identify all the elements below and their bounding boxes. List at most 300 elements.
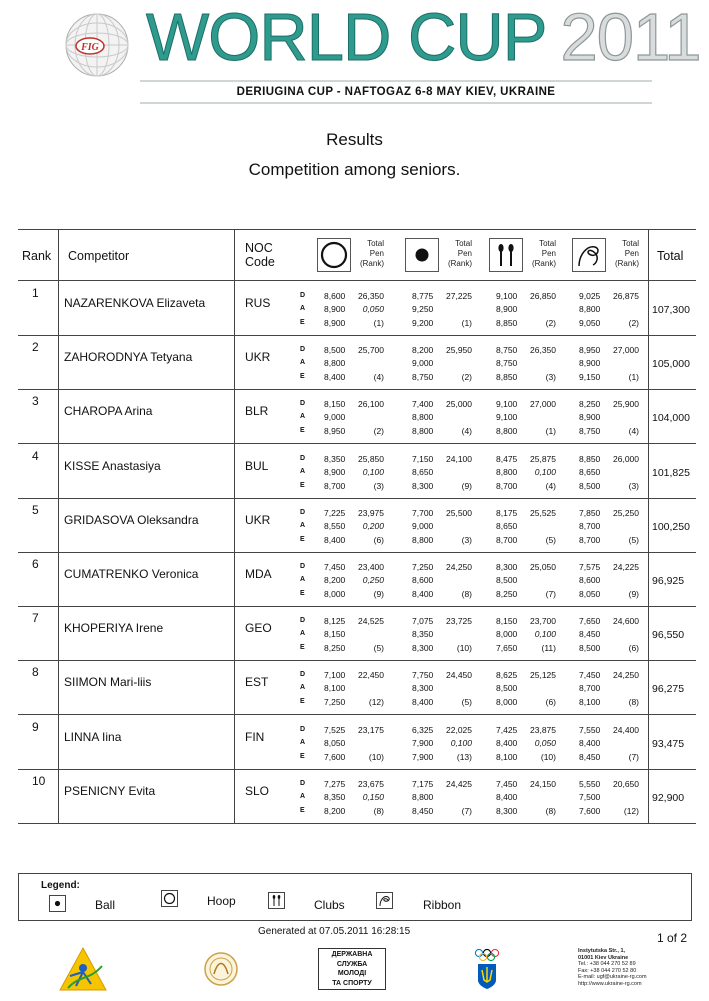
e-score: 9,200 [412, 318, 434, 328]
apparatus-score: 25,250 [613, 507, 639, 518]
header-divider [648, 229, 649, 280]
apparatus-rank: (8) [373, 805, 384, 816]
label-e: E [300, 319, 305, 326]
apparatus-rank: (3) [545, 372, 556, 383]
noc-code: RUS [245, 296, 271, 310]
apparatus-score: 25,875 [530, 453, 556, 464]
column-divider [58, 606, 59, 660]
row-divider [18, 389, 696, 390]
table-row [18, 663, 696, 717]
apparatus-rank: (6) [628, 643, 639, 654]
a-score: 8,900 [496, 304, 518, 314]
apparatus-score: 24,600 [613, 616, 639, 627]
apparatus-score: 25,950 [446, 345, 472, 356]
a-score: 8,050 [324, 737, 346, 748]
address-line: Tel.: +38 044 270 52 89 [578, 961, 636, 967]
clubs-icon [268, 892, 285, 909]
apparatus-total-label: (Rank) [614, 259, 639, 268]
col-rank-header: Rank [22, 249, 52, 263]
table-row [18, 555, 696, 609]
a-score: 8,800 [324, 358, 346, 369]
penalty-value: 0,150 [362, 791, 384, 802]
apparatus-score: 23,975 [358, 507, 384, 518]
apparatus-rank: (6) [545, 697, 556, 708]
column-divider [58, 444, 59, 498]
e-score: 8,400 [412, 589, 434, 599]
results-table [18, 229, 696, 820]
label-e: E [300, 481, 305, 489]
d-score: 7,450 [579, 670, 601, 681]
apparatus-total-header [445, 239, 472, 269]
e-score: 8,000 [324, 589, 346, 599]
label-e: E [300, 427, 305, 435]
apparatus-score: 23,675 [358, 778, 384, 789]
d-score: 7,175 [412, 778, 434, 789]
apparatus-total-label: (Rank) [359, 259, 384, 268]
label-d: D [300, 779, 306, 787]
apparatus-score: 24,150 [530, 778, 556, 789]
e-score: 8,850 [496, 372, 518, 383]
apparatus-total-label: (Rank) [531, 259, 556, 268]
apparatus-score: 22,025 [446, 724, 472, 735]
results-title: Results [326, 130, 383, 149]
penalty-value: 0,050 [362, 304, 384, 314]
rank-value: 6 [32, 557, 39, 571]
apparatus-score: 26,000 [613, 453, 639, 464]
e-score: 8,400 [324, 534, 346, 545]
column-divider [58, 552, 59, 606]
e-score: 8,850 [496, 318, 518, 328]
e-score: 7,250 [324, 697, 346, 708]
total-score: 100,250 [652, 520, 690, 533]
legend-box [18, 873, 692, 921]
contact-address [578, 948, 647, 987]
apparatus-rank: (1) [545, 426, 556, 437]
col-code-header: Code [245, 255, 275, 269]
noc-code: BUL [245, 458, 269, 473]
e-score: 7,600 [579, 805, 601, 816]
apparatus-total-label: Pen [457, 249, 472, 258]
world-cup-title [146, 0, 701, 75]
sponsor-line-2: СЛУЖБА [336, 960, 368, 968]
penalty-value: 0,050 [534, 737, 556, 748]
a-score: 8,800 [412, 412, 434, 423]
apparatus-score: 26,100 [358, 399, 384, 410]
column-divider [234, 552, 235, 606]
apparatus-rank: (3) [373, 480, 384, 491]
label-e: E [300, 752, 305, 760]
ball-icon [405, 238, 439, 272]
header-divider [58, 229, 59, 280]
a-score: 8,150 [324, 629, 346, 640]
label-d: D [300, 671, 306, 679]
rank-value: 7 [32, 611, 39, 626]
apparatus-score: 24,250 [446, 562, 472, 572]
d-score: 7,650 [579, 616, 601, 627]
e-score: 8,500 [579, 480, 601, 491]
d-score: 8,175 [496, 507, 518, 518]
a-score: 8,500 [496, 575, 518, 585]
e-score: 9,050 [579, 318, 601, 328]
row-divider [18, 823, 696, 824]
a-score: 9,000 [324, 412, 346, 423]
apparatus-score: 25,000 [446, 399, 472, 410]
noc-code: BLR [245, 404, 269, 419]
apparatus-rank: (1) [461, 318, 472, 328]
label-a: A [300, 521, 306, 529]
noc-code: GEO [245, 621, 272, 636]
total-score: 105,000 [652, 358, 690, 371]
label-d: D [300, 617, 306, 625]
address-line: Instytutska Str., 1, [578, 948, 626, 954]
apparatus-score: 23,700 [530, 616, 556, 627]
penalty-value: 0,100 [534, 629, 556, 640]
d-score: 7,750 [412, 670, 434, 681]
d-score: 9,100 [496, 291, 518, 301]
ribbon-icon [572, 238, 606, 272]
d-score: 8,500 [324, 345, 346, 356]
page-header [0, 0, 709, 110]
total-score: 92,900 [652, 791, 685, 804]
a-score: 8,700 [579, 520, 601, 531]
title-main: WORLD CUP [146, 0, 547, 75]
table-row [18, 772, 696, 826]
d-score: 8,125 [324, 616, 346, 627]
apparatus-score: 26,350 [530, 345, 556, 356]
competitor-name: CHAROPA Arina [64, 404, 153, 419]
col-competitor-header: Competitor [68, 249, 130, 263]
a-score: 8,650 [579, 466, 601, 477]
label-e: E [300, 698, 305, 706]
results-subtitle: Competition among seniors. [248, 160, 461, 179]
column-divider [234, 389, 235, 443]
legend-ball-label: Ball [95, 898, 116, 912]
apparatus-score: 25,500 [446, 507, 472, 518]
column-divider [648, 660, 649, 714]
e-score: 8,400 [324, 372, 346, 383]
apparatus-score: 24,450 [446, 670, 472, 681]
a-score: 8,800 [412, 791, 434, 802]
d-score: 5,550 [579, 778, 601, 789]
column-divider [648, 444, 649, 498]
d-score: 6,325 [412, 724, 434, 735]
d-score: 7,425 [496, 724, 518, 735]
a-score: 8,600 [579, 575, 601, 585]
column-divider [648, 769, 649, 823]
label-d: D [300, 563, 306, 570]
a-score: 8,700 [579, 683, 601, 694]
apparatus-rank: (9) [628, 589, 639, 599]
apparatus-score: 27,225 [446, 291, 472, 301]
apparatus-rank: (8) [461, 589, 472, 599]
apparatus-rank: (6) [373, 534, 384, 545]
column-divider [648, 389, 649, 443]
total-score: 101,825 [652, 466, 690, 479]
d-score: 7,100 [324, 670, 346, 681]
apparatus-score: 20,650 [613, 778, 639, 789]
d-score: 7,700 [412, 507, 434, 518]
apparatus-rank: (7) [461, 805, 472, 816]
apparatus-total-label: Pen [369, 249, 384, 258]
a-score: 9,100 [496, 412, 518, 423]
a-score: 8,300 [412, 683, 434, 694]
a-score: 8,600 [412, 575, 434, 585]
d-score: 7,225 [324, 507, 346, 518]
apparatus-rank: (4) [461, 426, 472, 437]
e-score: 8,300 [412, 643, 434, 654]
apparatus-total-label: Total [367, 239, 384, 248]
apparatus-score: 25,525 [530, 507, 556, 518]
e-score: 8,250 [324, 643, 346, 654]
apparatus-rank: (8) [628, 697, 639, 708]
label-a: A [300, 630, 306, 638]
apparatus-total-header [357, 239, 384, 269]
generated-timestamp: Generated at 07.05.2011 16:28:15 [258, 926, 411, 937]
table-row [18, 284, 696, 338]
apparatus-score: 24,400 [613, 724, 639, 735]
label-e: E [300, 373, 305, 381]
apparatus-rank: (11) [541, 643, 556, 654]
label-a: A [300, 792, 306, 800]
row-divider [18, 443, 696, 444]
column-divider [58, 498, 59, 552]
address-line: Fax: +38 044 270 52 80 [578, 967, 637, 974]
rank-value: 3 [32, 394, 39, 409]
e-score: 8,950 [324, 426, 346, 437]
a-score: 8,550 [324, 520, 346, 531]
e-score: 8,700 [496, 534, 518, 545]
apparatus-rank: (10) [368, 751, 384, 762]
a-score: 8,450 [579, 629, 601, 640]
apparatus-score: 24,100 [446, 453, 472, 464]
a-score: 8,900 [579, 358, 601, 369]
d-score: 8,625 [496, 670, 518, 681]
label-d: D [300, 725, 306, 733]
apparatus-total-label: Total [455, 239, 472, 248]
d-score: 7,400 [412, 399, 434, 410]
a-score: 8,400 [579, 737, 601, 748]
e-score: 8,250 [496, 589, 518, 599]
a-score: 8,800 [496, 466, 518, 477]
column-divider [648, 498, 649, 552]
label-e: E [300, 590, 305, 597]
apparatus-total-label: Pen [624, 249, 639, 258]
column-divider [58, 335, 59, 389]
d-score: 8,250 [579, 399, 601, 410]
table-row [18, 447, 696, 501]
apparatus-score: 24,250 [613, 670, 639, 681]
penalty-value: 0,250 [362, 575, 384, 585]
emblem-logo [202, 948, 240, 990]
rank-value: 5 [32, 502, 39, 517]
apparatus-rank: (2) [545, 318, 556, 328]
e-score: 8,800 [412, 426, 434, 437]
column-divider [234, 660, 235, 714]
row-divider [18, 769, 696, 770]
e-score: 9,150 [579, 372, 601, 383]
d-score: 7,550 [579, 724, 601, 735]
apparatus-rank: (4) [628, 426, 639, 437]
apparatus-total-label: (Rank) [447, 259, 472, 268]
column-divider [648, 552, 649, 606]
d-score: 8,775 [412, 291, 434, 301]
e-score: 8,050 [579, 589, 601, 599]
total-score: 93,475 [652, 737, 685, 750]
table-row [18, 609, 696, 663]
d-score: 7,450 [496, 778, 518, 789]
table-border-top [18, 229, 696, 230]
e-score: 8,450 [579, 751, 601, 762]
header-divider [234, 229, 235, 280]
row-divider [18, 498, 696, 499]
e-score: 8,000 [496, 697, 518, 708]
legend-clubs-label: Clubs [314, 898, 345, 912]
clubs-icon [489, 238, 523, 272]
column-divider [234, 606, 235, 660]
fig-label: FIG [81, 42, 99, 53]
a-score: 8,500 [496, 683, 518, 694]
d-score: 8,350 [324, 453, 346, 464]
row-divider [18, 552, 696, 553]
a-score: 8,900 [579, 412, 601, 423]
competitor-name: GRIDASOVA Oleksandra [64, 512, 199, 527]
e-score: 8,800 [412, 534, 434, 545]
apparatus-score: 27,000 [530, 399, 556, 410]
apparatus-rank: (7) [545, 589, 556, 599]
apparatus-score: 24,525 [358, 616, 384, 627]
apparatus-rank: (10) [456, 643, 472, 654]
label-a: A [300, 467, 306, 475]
legend-title: Legend: [41, 880, 80, 891]
column-divider [58, 715, 59, 769]
competitor-name: SIIMON Mari-liis [64, 675, 152, 690]
ball-icon [49, 895, 66, 912]
total-score: 96,275 [652, 683, 685, 696]
e-score: 8,900 [324, 318, 346, 328]
apparatus-rank: (10) [540, 751, 556, 762]
apparatus-rank: (5) [628, 534, 639, 545]
total-score: 107,300 [652, 304, 690, 316]
a-score: 8,750 [496, 358, 518, 369]
a-score: 9,000 [412, 358, 434, 369]
column-divider [234, 769, 235, 823]
apparatus-score: 26,350 [358, 291, 384, 301]
e-score: 8,400 [412, 697, 434, 708]
apparatus-rank: (5) [461, 697, 472, 708]
penalty-value: 0,100 [450, 737, 472, 748]
apparatus-total-label: Pen [541, 249, 556, 258]
row-divider [18, 714, 696, 715]
total-score: 96,550 [652, 629, 685, 642]
column-divider [234, 715, 235, 769]
d-score: 7,525 [324, 724, 346, 735]
label-a: A [300, 359, 306, 367]
apparatus-score: 24,425 [446, 778, 472, 789]
column-divider [648, 335, 649, 389]
d-score: 7,575 [579, 562, 601, 572]
row-divider [18, 606, 696, 607]
fig-globe-logo [64, 12, 130, 78]
label-d: D [300, 454, 306, 462]
competitor-name: LINNA Iina [64, 729, 122, 744]
column-divider [234, 498, 235, 552]
total-score: 96,925 [652, 575, 685, 587]
hoop-icon [161, 890, 178, 907]
title-year: 2011 [560, 0, 701, 75]
apparatus-score: 23,400 [358, 562, 384, 572]
noc-code: UKR [245, 512, 271, 527]
apparatus-rank: (5) [545, 534, 556, 545]
col-noc-header: NOC [245, 241, 273, 255]
penalty-value: 0,100 [534, 466, 556, 477]
a-score: 8,650 [412, 466, 434, 477]
a-score: 8,200 [324, 575, 346, 585]
competitor-name: KHOPERIYA Irene [64, 621, 164, 636]
competitor-name: PSENICNY Evita [64, 783, 156, 798]
label-a: A [300, 413, 306, 421]
apparatus-score: 23,725 [446, 616, 472, 627]
apparatus-rank: (3) [461, 534, 472, 545]
competitor-name: NAZARENKOVA Elizaveta [64, 296, 206, 310]
rank-value: 1 [32, 286, 39, 300]
a-score: 8,650 [496, 520, 518, 531]
event-subtitle: DERIUGINA CUP - NAFTOGAZ 6-8 MAY KIEV, UKRAINE [236, 86, 556, 98]
table-row [18, 392, 696, 446]
ribbon-icon [376, 892, 393, 909]
penalty-value: 0,100 [362, 466, 384, 477]
d-score: 8,600 [324, 291, 346, 301]
table-row [18, 338, 696, 392]
d-score: 7,275 [324, 778, 346, 789]
olympic-logo [474, 948, 500, 990]
apparatus-score: 26,875 [613, 291, 639, 301]
label-e: E [300, 806, 305, 814]
apparatus-score: 25,050 [530, 562, 556, 572]
table-row [18, 501, 696, 555]
penalty-value: 0,200 [362, 520, 384, 531]
column-divider [58, 389, 59, 443]
label-d: D [300, 346, 306, 354]
total-score: 104,000 [652, 412, 690, 425]
apparatus-score: 25,700 [358, 345, 384, 356]
column-divider [648, 715, 649, 769]
label-e: E [300, 535, 305, 543]
apparatus-score: 22,450 [358, 670, 384, 681]
a-score: 8,400 [496, 791, 518, 802]
e-score: 8,300 [496, 805, 518, 816]
row-divider [18, 660, 696, 661]
apparatus-rank: (9) [461, 480, 472, 491]
d-score: 8,475 [496, 453, 518, 464]
apparatus-score: 25,850 [358, 453, 384, 464]
apparatus-score: 24,225 [613, 562, 639, 572]
sponsor-line-1: ДЕРЖАВНА [331, 951, 373, 958]
d-score: 7,250 [412, 562, 434, 572]
apparatus-rank: (12) [623, 805, 639, 816]
apparatus-score: 26,850 [530, 291, 556, 301]
label-d: D [300, 508, 306, 516]
apparatus-total-header [612, 239, 639, 269]
noc-code: FIN [245, 729, 265, 744]
label-d: D [300, 292, 306, 299]
apparatus-rank: (2) [461, 372, 472, 383]
column-divider [234, 444, 235, 498]
a-score: 8,400 [496, 737, 518, 748]
e-score: 8,100 [496, 751, 518, 762]
label-a: A [300, 305, 306, 312]
legend-ribbon-label: Ribbon [423, 898, 462, 912]
column-divider [648, 606, 649, 660]
